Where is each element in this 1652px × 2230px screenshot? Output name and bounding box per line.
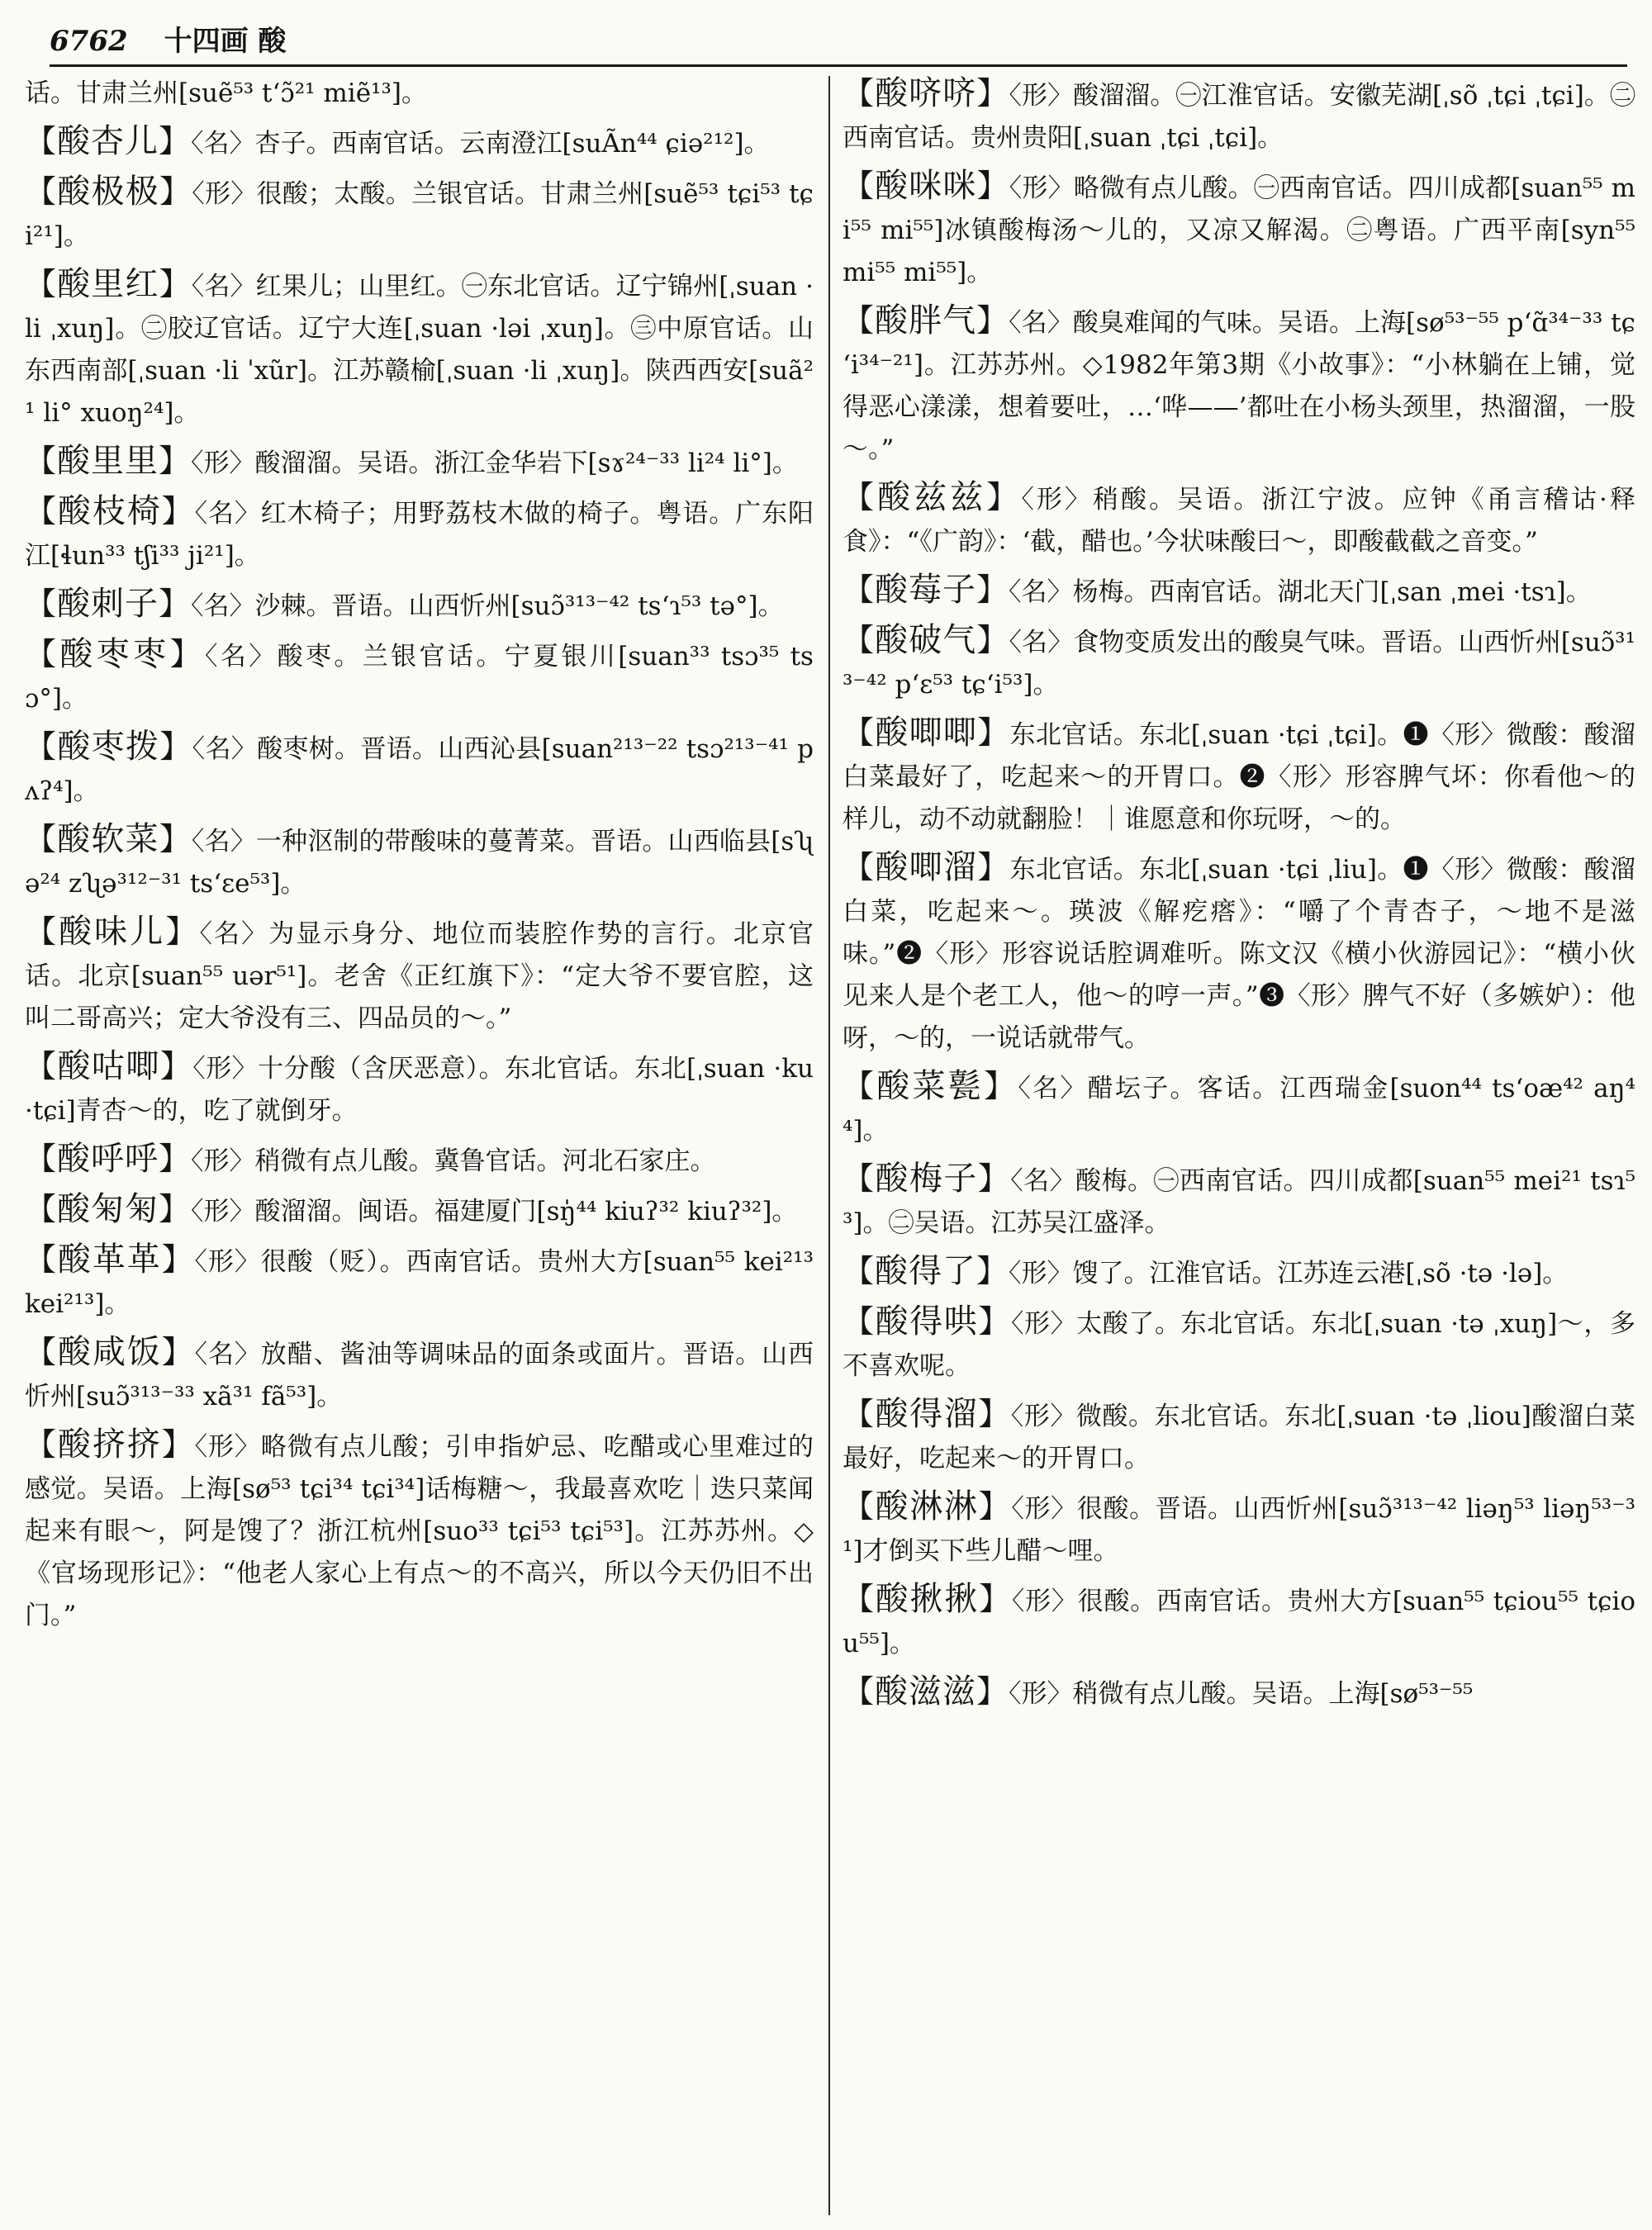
dictionary-entry (25, 1138, 814, 1183)
dictionary-entry (25, 726, 814, 813)
entry-definition: 话。甘肃兰州[suẽ⁵³ tʻɔ̃²¹ miẽ¹³]。 (25, 78, 428, 108)
dictionary-entry (25, 1331, 814, 1418)
entry-definition: 〈名〉酸臭难闻的气味。吴语。上海[sø⁵³⁻⁵⁵ pʻɑ̃³⁴⁻³³ tɕʻi³⁴⁻²¹]。江苏苏州。◇1982年第3期《小故事》：“小林躺在上铺，觉得恶心漾漾，想着要吐，…‘哗——’都吐在小杨头颈里，热溜溜，一股～。” (843, 308, 1635, 464)
dictionary-entry (843, 1158, 1635, 1245)
entry-definition: 〈名〉杨梅。西南官话。湖北天门[ˌsan ˌmei ·tsɿ]。 (1009, 577, 1592, 607)
entry-definition: 〈名〉红果儿；山里红。㊀东北官话。辽宁锦州[ˌsuan ·li ˌxuŋ]。㊁胶辽官话。辽宁大连[ˌsuan ·ləi ˌxuŋ]。㊂中原官话。山东西南部[ˌsuan ·li ˈxũr]。江苏赣榆[ˌsuan ·li ˌxuŋ]。陕西西安[suã²¹ li° xuoŋ²⁴]。 (25, 272, 814, 428)
entry-definition: 〈形〉略微有点儿酸。㊀西南官话。四川成都[suan⁵⁵ mi⁵⁵ mi⁵⁵]冰镇酸梅汤～儿的，又凉又解渴。㊁粤语。广西平南[syn⁵⁵ mi⁵⁵ mi⁵⁵]。 (843, 173, 1635, 287)
entry-headword: 【酸软菜】 (25, 820, 192, 858)
dictionary-entry (843, 477, 1635, 563)
entry-definition: 〈名〉为显示身分、地位而装腔作势的言行。北京官话。北京[suan⁵⁵ uər⁵¹]。老舍《正红旗下》：“定大爷不要官腔，这叫二哥高兴；定大爷没有三、四品员的～。” (25, 919, 814, 1033)
entry-definition: 〈形〉很酸；太酸。兰银官话。甘肃兰州[suẽ⁵³ tɕi⁵³ tɕi²¹]。 (25, 179, 814, 251)
entry-headword: 【酸里里】 (25, 442, 192, 480)
entry-headword: 【酸革革】 (25, 1241, 195, 1279)
dictionary-entry (25, 1189, 814, 1233)
entry-headword: 【酸杏儿】 (25, 122, 192, 160)
entry-headword: 【酸枝椅】 (25, 492, 195, 530)
entry-headword: 【酸得了】 (843, 1252, 1009, 1290)
column-divider (828, 76, 830, 2215)
entry-headword: 【酸里红】 (25, 265, 192, 303)
entry-headword: 【酸滋滋】 (843, 1672, 1009, 1710)
dictionary-entry (25, 121, 814, 165)
entry-headword: 【酸咸饭】 (25, 1333, 195, 1371)
left-column (25, 73, 814, 1643)
dictionary-entry (25, 633, 814, 720)
entry-definition: 〈形〉很酸。晋语。山西忻州[suɔ̃³¹³⁻⁴² liəŋ⁵³ liəŋ⁵³⁻³¹]才倒买下些儿醋～哩。 (843, 1494, 1635, 1566)
entry-definition: 〈名〉杏子。西南官话。云南澄江[suÃn⁴⁴ ɕiə²¹²]。 (191, 129, 770, 159)
entry-headword: 【酸菜甏】 (843, 1067, 1018, 1105)
dictionary-entry (25, 440, 814, 485)
entry-definition: 〈名〉食物变质发出的酸臭气味。晋语。山西忻州[suɔ̃³¹³⁻⁴² pʻɛ⁵³ tɕʻi⁵³]。 (843, 628, 1635, 700)
entry-headword: 【酸咕唧】 (25, 1047, 193, 1085)
entry-headword: 【酸梅子】 (843, 1160, 1011, 1198)
running-head (50, 18, 286, 68)
entry-headword: 【酸得溜】 (843, 1395, 1011, 1433)
entry-headword: 【酸极极】 (25, 173, 192, 211)
entry-definition: 〈形〉酸溜溜。㊀江淮官话。安徽芜湖[ˌsõ ˌtɕi ˌtɕi]。㊁西南官话。贵州贵阳[ˌsuan ˌtɕi ˌtɕi]。 (843, 81, 1635, 153)
entry-definition: 〈形〉十分酸（含厌恶意）。东北官话。东北[ˌsuan ·ku ·tɕi]青杏～的，吃了就倒牙。 (25, 1054, 814, 1126)
entry-definition: 〈形〉稍微有点儿酸。吴语。上海[sø⁵³⁻⁵⁵ (1009, 1679, 1474, 1709)
entry-headword: 【酸味儿】 (25, 913, 200, 951)
entry-headword: 【酸唧溜】 (843, 848, 1010, 886)
entry-definition: 〈名〉醋坛子。客话。江西瑞金[suon⁴⁴ tsʻoæ⁴² aŋ⁴⁴]。 (843, 1074, 1635, 1146)
dictionary-entry (843, 1065, 1635, 1152)
entry-definition: 〈名〉一种沤制的带酸味的蔓菁菜。晋语。山西临县[sʯə²⁴ zʯə³¹²⁻³¹ tsʻɛe⁵³]。 (25, 827, 814, 899)
dictionary-entry (25, 583, 814, 628)
entry-headword: 【酸刺子】 (25, 585, 192, 623)
entry-definition: 〈形〉馊了。江淮官话。江苏连云港[ˌsõ ·tə ·lə]。 (1009, 1259, 1569, 1288)
header-rule (50, 64, 1627, 67)
entry-headword: 【酸得哄】 (843, 1302, 1011, 1340)
entry-definition: 〈形〉很酸（贬）。西南官话。贵州大方[suan⁵⁵ kei²¹³ kei²¹³]。 (25, 1247, 814, 1319)
dictionary-entry (843, 847, 1635, 1060)
entry-definition: 〈形〉略微有点儿酸；引申指妒忌、吃醋或心里难过的感觉。吴语。上海[sø⁵³ tɕi³⁴ tɕi³⁴]话梅糖～，我最喜欢吃｜迭只菜闻起来有眼～，阿是馊了？浙江杭州[suo³³ tɕi⁵³ tɕi⁵³]。江苏苏州。◇《官场现形记》：“他老人家心上有点～的不高兴，所以今天仍旧不出门。” (25, 1432, 814, 1630)
dictionary-entry (843, 1393, 1635, 1480)
dictionary-entry (25, 73, 814, 115)
entry-definition: 〈形〉酸溜溜。闽语。福建厦门[sŋ̍⁴⁴ kiuʔ³² kiuʔ³²]。 (191, 1197, 798, 1226)
entry-headword: 【酸呼呼】 (25, 1140, 192, 1178)
dictionary-entry (25, 911, 814, 1040)
dictionary-entry (25, 818, 814, 905)
dictionary-entry (843, 1301, 1635, 1388)
entry-definition: 〈形〉稍酸。吴语。浙江宁波。应钟《甬言稽诂·释食》：“《广韵》：‘截，醋也。’今状味酸曰～，即酸截截之音变。” (843, 485, 1635, 557)
dictionary-entry (25, 1046, 814, 1132)
entry-headword: 【酸莓子】 (843, 571, 1009, 609)
dictionary-entry (843, 165, 1635, 294)
entry-headword: 【酸咪咪】 (843, 167, 1009, 205)
dictionary-entry (843, 1671, 1635, 1715)
section-title: 十四画 酸 (164, 25, 287, 58)
entry-definition: 〈名〉酸梅。㊀西南官话。四川成都[suan⁵⁵ mei²¹ tsɿ⁵³]。㊁吴语。江苏吴江盛泽。 (843, 1166, 1635, 1238)
entry-headword: 【酸匊匊】 (25, 1190, 192, 1228)
entry-definition: 东北官话。东北[ˌsuan ·tɕi ˌliu]。❶〈形〉微酸：酸溜白菜，吃起来～。瑛波《解疙瘩》：“嚼了个青杏子，～地不是滋味。”❷〈形〉形容说话腔调难听。陈文汉《横小伙游园记》：“横小伙见来人是个老工人，他～的哼一声。”❸〈形〉脾气不好（多嫉妒）：他呀，～的，一说话就带气。 (843, 855, 1635, 1053)
entry-headword: 【酸唧唧】 (843, 714, 1010, 752)
entry-headword: 【酸挤挤】 (25, 1426, 195, 1464)
dictionary-entry (843, 73, 1635, 159)
dictionary-entry (843, 619, 1635, 706)
dictionary-entry (843, 712, 1635, 841)
dictionary-entry (25, 1239, 814, 1326)
dictionary-entry (843, 1578, 1635, 1665)
entry-definition: 〈形〉稍微有点儿酸。冀鲁官话。河北石家庄。 (191, 1146, 716, 1176)
entry-definition: 〈形〉很酸。西南官话。贵州大方[suan⁵⁵ tɕiou⁵⁵ tɕiou⁵⁵]。 (843, 1587, 1635, 1658)
entry-definition: 〈名〉酸枣树。晋语。山西沁县[suan²¹³⁻²² tsɔ²¹³⁻⁴¹ pʌʔ⁴]。 (25, 734, 814, 806)
page-number: 6762 (50, 25, 128, 58)
entry-definition: 〈名〉红木椅子；用野荔枝木做的椅子。粤语。广东阳江[ɬun³³ tʃi³³ ji²¹]。 (25, 499, 814, 571)
dictionary-entry (843, 569, 1635, 614)
entry-definition: 〈名〉放醋、酱油等调味品的面条或面片。晋语。山西忻州[suɔ̃³¹³⁻³³ xã³¹ fã⁵³]。 (25, 1340, 814, 1412)
right-column (843, 73, 1635, 1721)
entry-definition: 〈名〉沙棘。晋语。山西忻州[suɔ̃³¹³⁻⁴² tsʻɿ⁵³ tə°]。 (191, 591, 784, 621)
entry-headword: 【酸枣枣】 (25, 635, 205, 673)
dictionary-entry (843, 300, 1635, 471)
entry-headword: 【酸揪揪】 (843, 1580, 1012, 1618)
dictionary-entry (843, 1250, 1635, 1295)
entry-headword: 【酸淋淋】 (843, 1487, 1012, 1525)
dictionary-entry (25, 491, 814, 577)
entry-definition: 〈名〉酸枣。兰银官话。宁夏银川[suan³³ tsɔ³⁵ tsɔ°]。 (25, 642, 814, 714)
dictionary-entry (25, 263, 814, 434)
entry-definition: 东北官话。东北[ˌsuan ·tɕi ˌtɕi]。❶〈形〉微酸：酸溜白菜最好了，吃起来～的开胃口。❷〈形〉形容脾气坏：你看他～的样儿，动不动就翻脸！｜谁愿意和你玩呀，～的。 (843, 720, 1635, 834)
entry-definition: 〈形〉酸溜溜。吴语。浙江金华岩下[sɤ²⁴⁻³³ li²⁴ li°]。 (191, 448, 798, 478)
entry-definition: 〈形〉微酸。东北官话。东北[ˌsuan ·tə ˌliou]酸溜白菜最好，吃起来～的开胃口。 (843, 1402, 1635, 1473)
entry-headword: 【酸破气】 (843, 621, 1009, 659)
dictionary-entry (843, 1486, 1635, 1573)
dictionary-entry (25, 171, 814, 258)
dictionary-entry (25, 1424, 814, 1637)
entry-headword: 【酸兹兹】 (843, 478, 1022, 516)
entry-headword: 【酸哜哜】 (843, 74, 1009, 112)
entry-headword: 【酸枣拨】 (25, 728, 192, 766)
entry-definition: 〈形〉太酸了。东北官话。东北[ˌsuan ·tə ˌxuŋ]～，多不喜欢呢。 (843, 1309, 1635, 1381)
entry-headword: 【酸胖气】 (843, 301, 1009, 339)
